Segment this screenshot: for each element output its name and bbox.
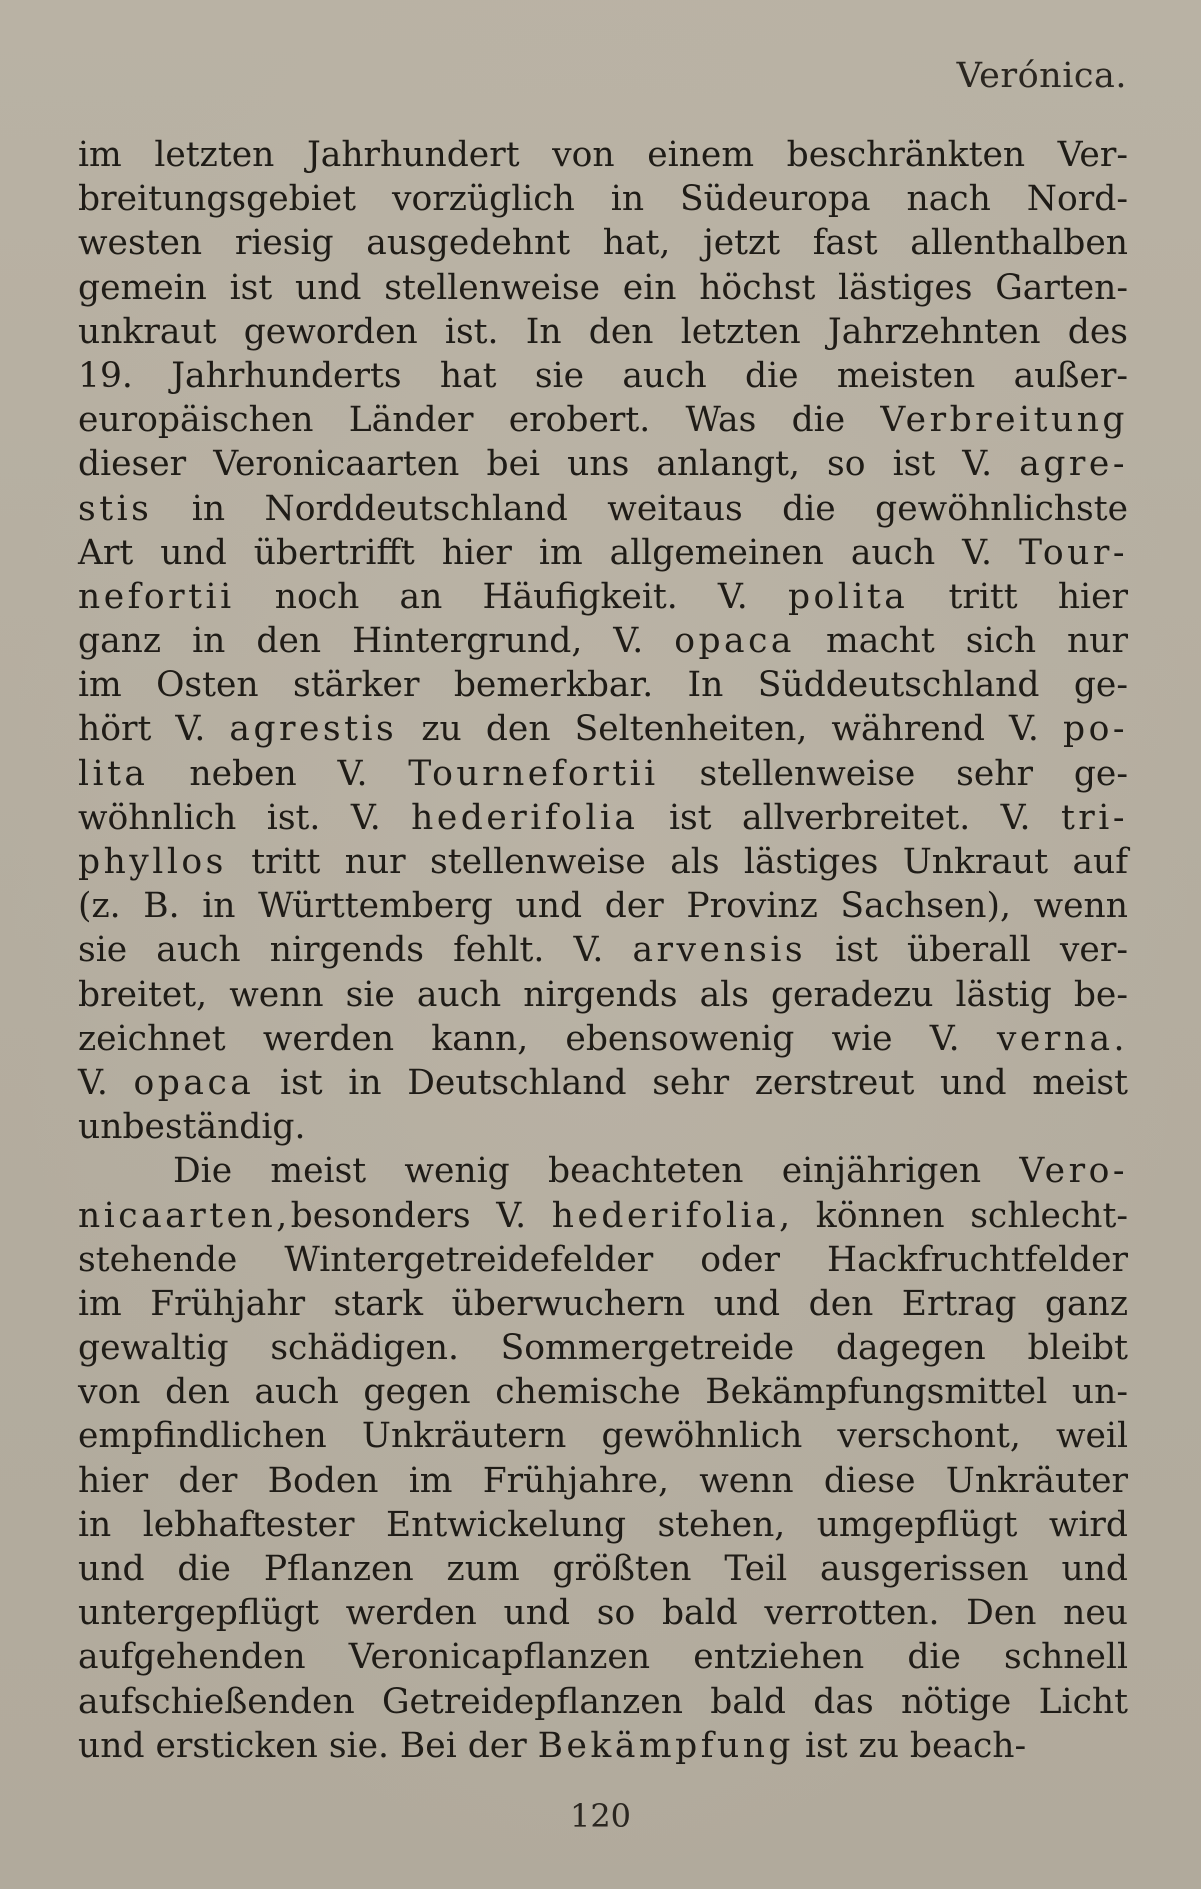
text-segment: Die meist wenig beachteten einjährigen (173, 1151, 1020, 1192)
text-line (78, 354, 1128, 398)
text-line (78, 1194, 1128, 1238)
text-line (78, 1017, 1128, 1061)
text-segment: im letzten Jahrhundert von einem beschränkten Ver- (78, 135, 1128, 175)
text-line (78, 221, 1128, 265)
text-segment: ist überall ver- (806, 930, 1128, 971)
text-line (78, 133, 1128, 177)
spaced-term: arvensis (632, 930, 807, 971)
text-line (78, 752, 1128, 796)
text-line (78, 531, 1128, 575)
text-segment: neben V. (148, 753, 409, 794)
spaced-term: Verbreitung (880, 400, 1128, 441)
text-segment: westen riesig ausgedehnt hat, jetzt fast allenthalben (78, 223, 1128, 264)
text-line (78, 707, 1128, 751)
spaced-term: nicaarten, (78, 1195, 291, 1236)
text-segment: ist allverbreitet. V. (638, 797, 1061, 838)
spaced-term: opaca (674, 621, 796, 662)
spaced-term: nefortii (78, 576, 235, 617)
text-line (78, 1414, 1128, 1458)
spaced-term: Tour- (1019, 532, 1128, 573)
text-line (78, 796, 1128, 840)
text-line (78, 1680, 1128, 1724)
text-line (78, 1149, 1128, 1193)
text-line (78, 1061, 1128, 1105)
text-line (78, 266, 1128, 310)
text-segment: dieser Veronicaarten bei uns anlangt, so ist V. (78, 444, 1020, 485)
spaced-term: lita (78, 753, 149, 794)
text-line (78, 928, 1128, 972)
text-line (78, 310, 1128, 354)
text-segment: untergepflügt werden und so bald verrotten. Den neu (78, 1593, 1128, 1634)
text-line (78, 1635, 1128, 1679)
text-line (78, 619, 1128, 663)
text-segment: stellenweise sehr ge- (658, 753, 1129, 794)
text-line (78, 884, 1128, 928)
text-segment: (z. B. in Württemberg und der Provinz Sachsen), wenn (78, 886, 1128, 927)
text-segment: ganz in den Hintergrund, V. (78, 621, 675, 662)
paragraph (78, 1149, 1128, 1768)
text-line (78, 1724, 1128, 1768)
text-line (78, 1503, 1128, 1547)
text-line (78, 1238, 1128, 1282)
page-number: 120 (569, 1797, 632, 1835)
text-line (78, 1547, 1128, 1591)
text-line (78, 575, 1128, 619)
spaced-term: hederifolia (411, 797, 639, 838)
text-segment: besonders V. (290, 1195, 552, 1236)
spaced-term: Vero- (1019, 1151, 1128, 1192)
text-line (78, 973, 1128, 1017)
text-segment: und die Pflanzen zum größten Teil ausgerissen und (78, 1549, 1128, 1589)
text-segment: tritt nur stellenweise als lästiges Unkraut auf (226, 842, 1128, 882)
text-line (78, 442, 1128, 486)
text-segment: zeichnet werden kann, ebensowenig wie V. (78, 1018, 997, 1059)
text-segment: von den auch gegen chemische Bekämpfungsmittel un- (78, 1372, 1128, 1413)
text-segment: unbeständig. (78, 1107, 306, 1148)
text-segment: gemein ist und stellenweise ein höchst lästiges Garten- (78, 267, 1128, 308)
text-line (78, 177, 1128, 221)
spaced-term: hederifolia (551, 1195, 780, 1236)
text-segment: zu den Seltenheiten, während V. (397, 709, 1063, 750)
text-line (78, 1459, 1128, 1503)
text-line (78, 1591, 1128, 1635)
text-segment: V. (78, 1062, 134, 1103)
text-segment: empfindlichen Unkräutern gewöhnlich verschont, weil (78, 1416, 1128, 1457)
text-segment: in Norddeutschland weitaus die gewöhnlichste (152, 488, 1128, 529)
text-segment: macht sich nur (795, 621, 1128, 662)
spaced-term: phyllos (78, 842, 227, 882)
spaced-term: verna. (996, 1018, 1128, 1059)
running-head: Verónica. (956, 56, 1127, 96)
text-segment: breitungsgebiet vorzüglich in Südeuropa nach Nord- (78, 179, 1128, 220)
spaced-term: agrestis (229, 709, 398, 750)
text-segment: wöhnlich ist. V. (78, 797, 412, 838)
text-line (78, 1105, 1128, 1149)
spaced-term: agre- (1019, 444, 1128, 485)
text-segment: im Frühjahr stark überwuchern und den Ertrag ganz (78, 1283, 1128, 1324)
text-segment: gewaltig schädigen. Sommergetreide dagegen bleibt (78, 1328, 1128, 1369)
body-text (78, 133, 1128, 1768)
text-line (78, 840, 1128, 884)
text-segment: europäischen Länder erobert. Was die (78, 400, 881, 441)
spaced-term: polita (787, 576, 909, 617)
text-segment: unkraut geworden ist. In den letzten Jahrzehnten des (78, 311, 1128, 352)
text-segment: in lebhaftester Entwickelung stehen, umgepflügt wird (78, 1504, 1128, 1545)
spaced-term: Tournefortii (408, 753, 659, 794)
text-segment: noch an Häufigkeit. V. (234, 576, 788, 617)
text-line (78, 1370, 1128, 1414)
text-segment: breitet, wenn sie auch nirgends als geradezu lästig be- (78, 974, 1128, 1015)
text-line (78, 1282, 1128, 1326)
text-segment: ist zu beach- (794, 1725, 1027, 1766)
text-segment: tritt hier (908, 576, 1128, 617)
text-line (78, 487, 1128, 531)
spaced-term: tri- (1060, 797, 1128, 838)
text-segment: und ersticken sie. Bei der (78, 1725, 538, 1766)
text-segment: ist in Deutschland sehr zerstreut und meist (254, 1062, 1128, 1103)
text-line (78, 398, 1128, 442)
spaced-term: stis (78, 488, 153, 529)
text-segment: stehende Wintergetreidefelder oder Hackfruchtfelder (78, 1239, 1128, 1280)
text-segment: 19. Jahrhunderts hat sie auch die meisten außer- (78, 355, 1128, 396)
spaced-term: po- (1062, 709, 1128, 750)
text-segment: hier der Boden im Frühjahre, wenn diese Unkräuter (78, 1460, 1128, 1501)
text-line (78, 1326, 1128, 1370)
text-line (78, 663, 1128, 707)
text-segment: sie auch nirgends fehlt. V. (78, 930, 633, 971)
paragraph (78, 133, 1128, 1149)
text-segment: aufschießenden Getreidepflanzen bald das nötige Licht (78, 1681, 1128, 1722)
spaced-term: opaca (133, 1062, 255, 1103)
text-segment: aufgehenden Veronicapflanzen entziehen die schnell (78, 1637, 1128, 1678)
spaced-term: Bekämpfung (537, 1725, 794, 1766)
text-segment: im Osten stärker bemerkbar. In Süddeutschland ge- (78, 665, 1128, 706)
text-segment: hört V. (78, 709, 230, 750)
text-segment: , können schlecht- (779, 1195, 1128, 1236)
text-segment: Art und übertrifft hier im allgemeinen auch V. (78, 532, 1020, 573)
